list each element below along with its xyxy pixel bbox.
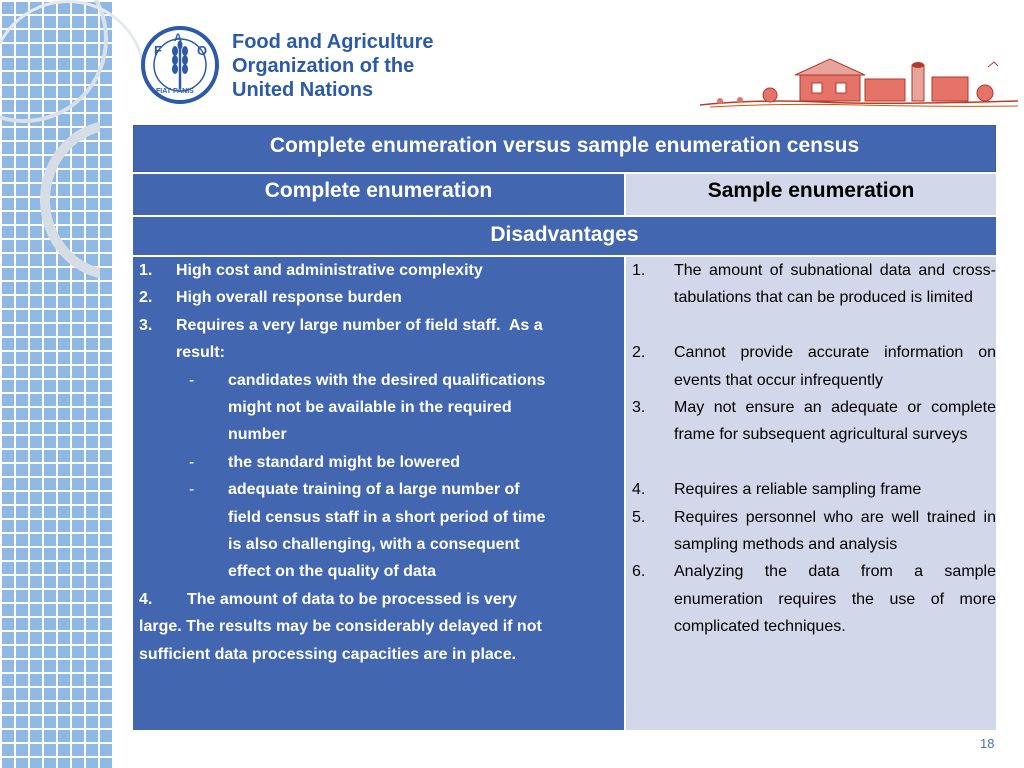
list-item-number: 4. <box>632 481 646 499</box>
sub-item-line: the standard might be lowered <box>228 453 461 471</box>
sub-item-line: candidates with the desired qualifications <box>228 371 546 389</box>
page-number: 18 <box>980 736 995 751</box>
list-item-continuation: large. The results may be considerably delayed if not <box>139 618 542 636</box>
list-item <box>632 394 996 476</box>
logo-letter: O <box>197 43 208 58</box>
sub-item-line: might not be available in the required <box>228 399 512 416</box>
list-item-continuation: result: <box>176 344 225 362</box>
list-item <box>632 504 996 559</box>
comparison-table <box>133 125 996 730</box>
list-item-text: May not ensure an adequate or complete frame for subsequent agricultural surveys <box>674 399 996 444</box>
logo-letter: A <box>174 32 182 44</box>
list-item <box>632 339 996 394</box>
section-header-disadvantages: Disadvantages <box>133 217 996 255</box>
list-item-number: 1. <box>632 262 646 279</box>
list-item-text: Requires a reliable sampling frame <box>674 481 922 499</box>
list-item-number: 5. <box>632 508 646 526</box>
list-item-number: 3. <box>632 399 646 416</box>
list-item: High cost and administrative complexity <box>176 262 483 279</box>
table-title: Complete enumeration versus sample enumeration census <box>133 125 996 172</box>
list-item-number: 6. <box>632 563 646 581</box>
farm-illustration-icon <box>700 55 1018 115</box>
sub-item-line: number <box>228 426 287 444</box>
complete-enumeration-disadvantages <box>133 257 624 730</box>
list-item: Requires a very large number of field staff. As a <box>176 316 543 334</box>
list-item: The amount of data to be processed is very <box>187 590 517 608</box>
org-name-line: United Nations <box>232 79 374 101</box>
org-name-line: Food and Agriculture <box>232 31 434 53</box>
list-item-number: 3. <box>139 316 153 334</box>
organization-name <box>232 30 433 102</box>
list-item <box>632 558 996 640</box>
list-item: High overall response burden <box>176 289 402 307</box>
list-item-number: 2. <box>632 344 646 362</box>
sub-item-dash: - <box>189 371 195 389</box>
org-name-line: Organization of the <box>232 55 415 77</box>
list-item-text: Requires personnel who are well trained in sampling methods and analysis <box>674 508 996 553</box>
sub-item-line: effect on the quality of data <box>228 563 437 581</box>
sample-enumeration-disadvantages <box>626 257 996 730</box>
logo-motto: FIAT PANIS <box>156 88 194 95</box>
sub-item-dash: - <box>189 481 195 499</box>
list-item-number: 2. <box>139 289 153 307</box>
fao-logo-icon <box>140 25 220 105</box>
list-item-text: Cannot provide accurate information on events that occur infrequently <box>674 344 996 389</box>
list-item <box>632 476 996 503</box>
column-header-sample: Sample enumeration <box>626 174 996 215</box>
sub-item-line: is also challenging, with a consequent <box>228 536 520 553</box>
list-item-number: 4. <box>139 590 153 608</box>
list-item-text: The amount of subnational data and cross-tabulations that can be produced is limited <box>674 262 996 307</box>
sub-item-line: adequate training of a large number of <box>228 481 520 499</box>
list-item-continuation: sufficient data processing capacities are in place. <box>139 645 517 663</box>
list-item-text: Analyzing the data from a sample enumeration requires the use of more complicated techniques. <box>674 563 996 636</box>
list-item-number: 1. <box>139 262 153 279</box>
sub-item-line: field census staff in a short period of time <box>228 508 546 526</box>
column-header-complete: Complete enumeration <box>133 174 624 215</box>
list-item <box>632 257 996 339</box>
logo-letter: F <box>154 43 162 58</box>
sub-item-dash: - <box>189 453 195 471</box>
